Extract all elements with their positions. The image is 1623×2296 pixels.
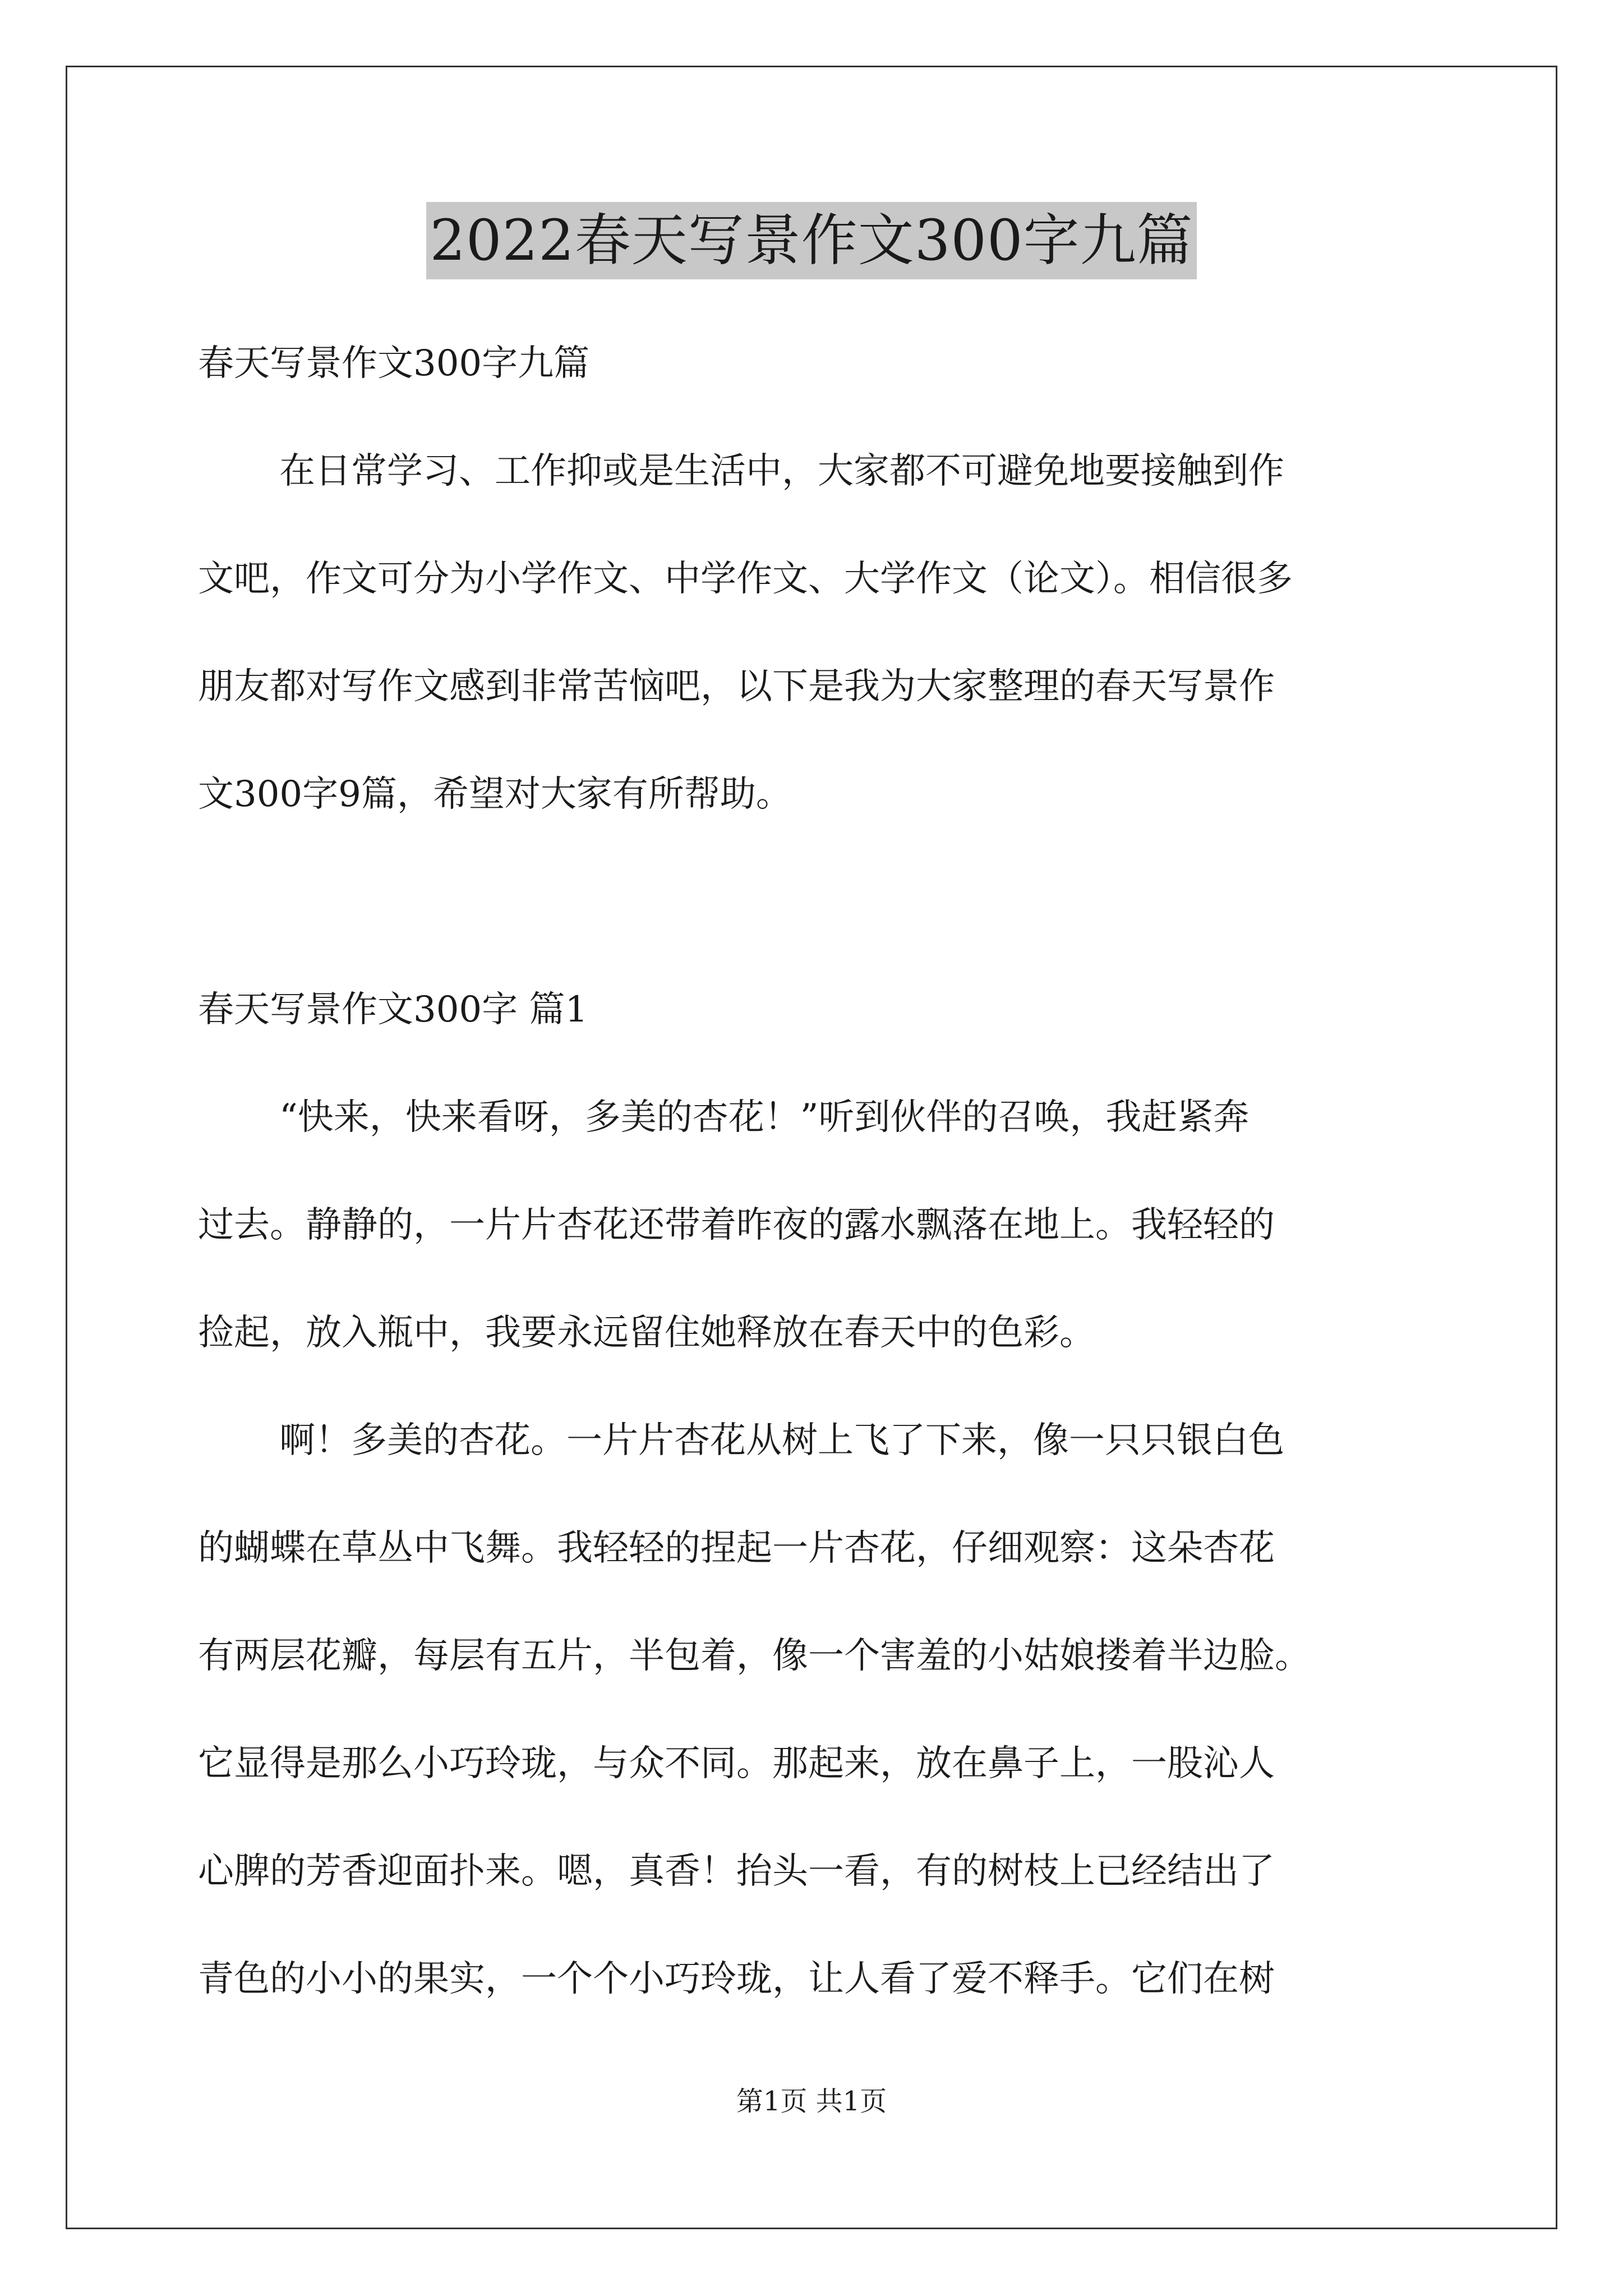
page-footer: 第1页 共1页	[736, 2086, 887, 2117]
paragraph2-line: 它显得是那么小巧玲珑，与众不同。那起来，放在鼻子上，一股沁人	[198, 1743, 1275, 1784]
section-heading: 春天写景作文300字 篇1	[198, 989, 588, 1030]
paragraph2-line: 青色的小小的果实，一个个小巧玲珑，让人看了爱不释手。它们在树	[198, 1958, 1275, 2000]
intro-line: 文吧，作文可分为小学作文、中学作文、大学作文（论文）。相信很多	[198, 558, 1293, 600]
paragraph2-line: 心脾的芳香迎面扑来。嗯，真香！抬头一看，有的树枝上已经结出了	[198, 1851, 1275, 1892]
paragraph1-line: 过去。静静的，一片片杏花还带着昨夜的露水飘落在地上。我轻轻的	[198, 1204, 1275, 1246]
paragraph1-line: 捡起，放入瓶中，我要永远留住她释放在春天中的色彩。	[198, 1312, 1095, 1354]
intro-line: 朋友都对写作文感到非常苦恼吧，以下是我为大家整理的春天写景作	[198, 666, 1275, 707]
paragraph-gap	[198, 848, 1454, 956]
intro-line: 在日常学习、工作抑或是生活中，大家都不可避免地要接触到作	[279, 450, 1284, 492]
paragraph2-line: 啊！多美的杏花。一片片杏花从树上飞了下来，像一只只银白色	[279, 1420, 1284, 1461]
intro-line: 文300字9篇，希望对大家有所帮助。	[198, 774, 792, 815]
title-container	[0, 202, 1623, 279]
document-title: 2022春天写景作文300字九篇	[426, 202, 1196, 279]
document-body	[198, 310, 1454, 2033]
subtitle: 春天写景作文300字九篇	[198, 343, 590, 384]
paragraph2-line: 的蝴蝶在草丛中飞舞。我轻轻的捏起一片杏花，仔细观察：这朵杏花	[198, 1527, 1275, 1569]
paragraph2-line: 有两层花瓣，每层有五片，半包着，像一个害羞的小姑娘搂着半边脸。	[198, 1635, 1311, 1677]
paragraph1-line: “快来，快来看呀，多美的杏花！”听到伙伴的召唤，我赶紧奔	[279, 1097, 1249, 1138]
